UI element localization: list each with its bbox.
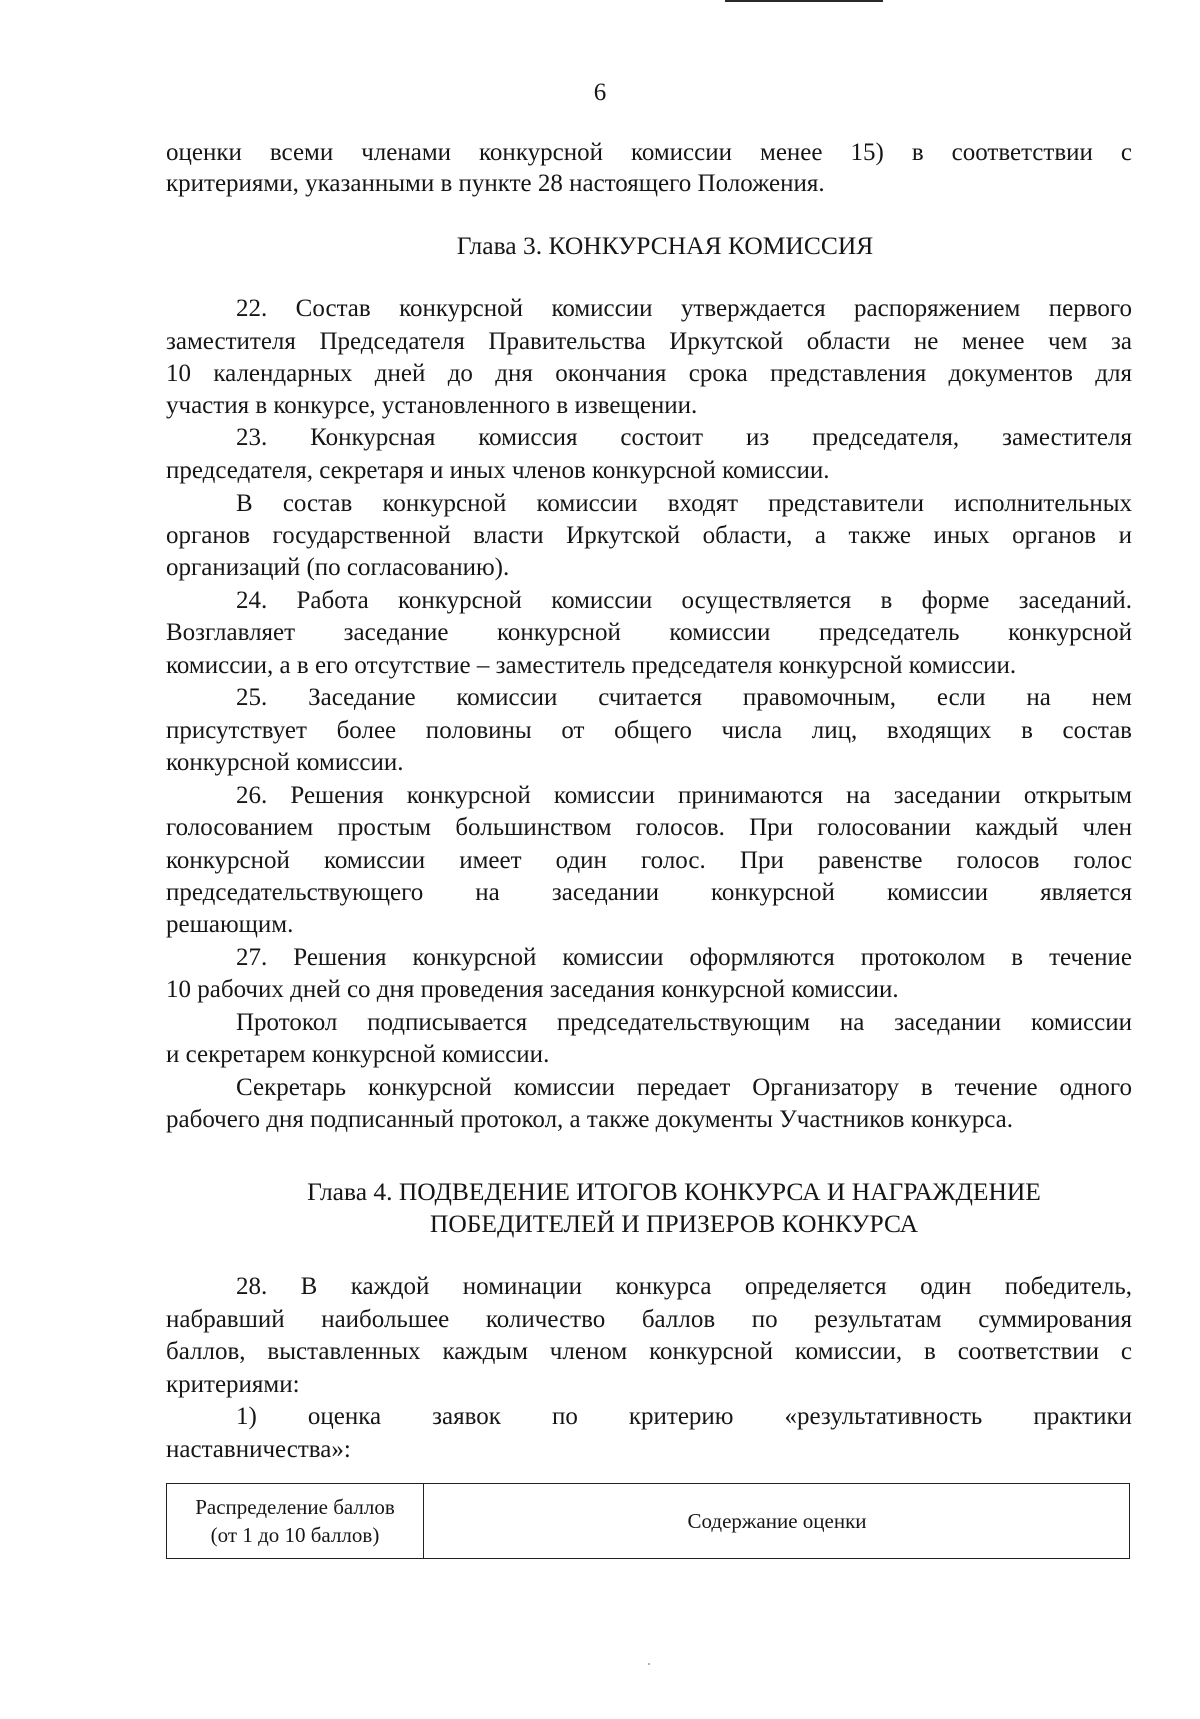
text-line: баллов, выставленных каждым членом конкурсной комиссии, в соответствии с xyxy=(166,1338,1132,1365)
text-line: Протокол подписывается председательствующим на заседании комиссии xyxy=(236,1009,1132,1036)
text-line: 25. Заседание комиссии считается правомочным, если на нем xyxy=(236,684,1132,711)
text-line: 22. Состав конкурсной комиссии утверждается распоряжением первого xyxy=(236,295,1132,322)
text-line: 24. Работа конкурсной комиссии осуществляется в форме заседаний. xyxy=(236,587,1132,614)
text-line: организаций (по согласованию). xyxy=(166,554,510,581)
text-line: заместителя Председателя Правительства Иркутской области не менее чем за xyxy=(166,328,1132,355)
criteria-table xyxy=(166,1483,1130,1559)
text-line: наставничества»: xyxy=(166,1436,351,1463)
text-line: 26. Решения конкурсной комиссии принимаются на заседании открытым xyxy=(236,782,1132,809)
text-line: председательствующего на заседании конкурсной комиссии является xyxy=(166,879,1132,906)
text-line: набравший наибольшее количество баллов по результатам суммирования xyxy=(166,1306,1132,1333)
table-header-content-label: Содержание оценки xyxy=(687,1509,867,1533)
top-rule xyxy=(725,0,883,2)
text-line: решающим. xyxy=(166,911,294,938)
text-line: Секретарь конкурсной комиссии передает Организатору в течение одного xyxy=(236,1074,1132,1101)
text-line: председателя, секретаря и иных членов конкурсной комиссии. xyxy=(166,457,830,484)
table-header-assessment-content xyxy=(425,1484,1129,1558)
table-header-line-1: Распределение баллов xyxy=(195,1495,395,1519)
table-header-line-2: (от 1 до 10 баллов) xyxy=(210,1523,380,1547)
text-line: 23. Конкурсная комиссия состоит из председателя, заместителя xyxy=(236,424,1132,451)
chapter-heading: ПОБЕДИТЕЛЕЙ И ПРИЗЕРОВ КОНКУРСА xyxy=(429,1209,919,1238)
text-line: 1) оценка заявок по критерию «результативность практики xyxy=(236,1403,1132,1430)
text-line: критериями, указанными в пункте 28 настоящего Положения. xyxy=(166,170,825,197)
text-line: участия в конкурсе, установленного в извещении. xyxy=(166,392,698,419)
text-line: и секретарем конкурсной комиссии. xyxy=(166,1041,550,1068)
text-line: конкурсной комиссии имеет один голос. При равенстве голосов голос xyxy=(166,847,1132,874)
text-line: оценки всеми членами конкурсной комиссии менее 15) в соответствии с xyxy=(166,139,1132,166)
text-line: Возглавляет заседание конкурсной комиссии председатель конкурсной xyxy=(166,619,1132,646)
text-line: В состав конкурсной комиссии входят представители исполнительных xyxy=(236,490,1132,517)
text-line: органов государственной власти Иркутской области, а также иных органов и xyxy=(166,522,1132,549)
text-line: рабочего дня подписанный протокол, а также документы Участников конкурса. xyxy=(166,1106,1013,1133)
chapter-heading: Глава 4. ПОДВЕДЕНИЕ ИТОГОВ КОНКУРСА И НАГРАЖДЕНИЕ xyxy=(307,1177,1041,1206)
text-line: 10 календарных дней до дня окончания срока представления документов для xyxy=(166,360,1132,387)
text-line: 10 рабочих дней со дня проведения заседания конкурсной комиссии. xyxy=(166,976,899,1003)
text-line: 27. Решения конкурсной комиссии оформляются протоколом в течение xyxy=(236,944,1132,971)
text-line: комиссии, а в его отсутствие – заместитель председателя конкурсной комиссии. xyxy=(166,652,1017,679)
text-line: голосованием простым большинством голосов. При голосовании каждый член xyxy=(166,814,1132,841)
table-header-score-distribution xyxy=(167,1484,423,1558)
page-number: 6 xyxy=(593,79,607,106)
text-line: присутствует более половины от общего числа лиц, входящих в состав xyxy=(166,717,1132,744)
table-column-divider xyxy=(423,1484,424,1558)
text-line: конкурсной комиссии. xyxy=(166,749,404,776)
text-line: критериями: xyxy=(166,1371,300,1398)
text-line: 28. В каждой номинации конкурса определяется один победитель, xyxy=(236,1273,1132,1300)
scan-speck xyxy=(648,1663,650,1665)
chapter-heading: Глава 3. КОНКУРСНАЯ КОМИССИЯ xyxy=(456,231,874,260)
